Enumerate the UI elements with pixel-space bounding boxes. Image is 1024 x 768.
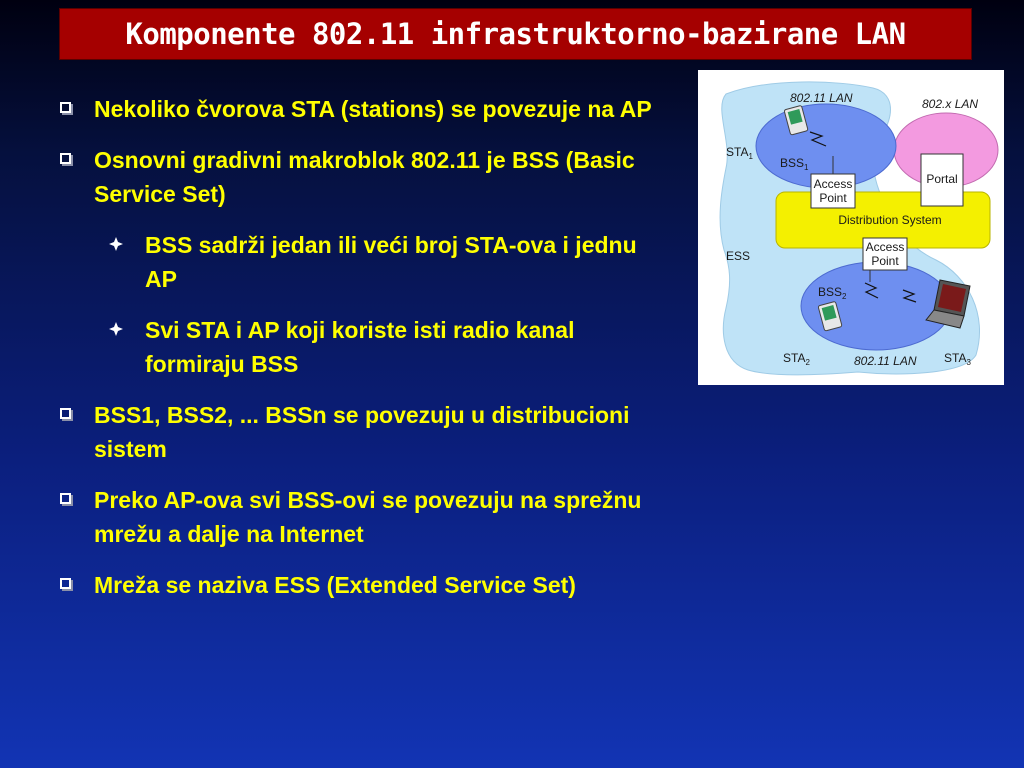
lan-802-11-top-label: 802.11 LAN — [790, 91, 853, 105]
bss2-label: $BSS_2$ — [818, 285, 847, 301]
portal-label: Portal — [926, 172, 958, 186]
bullet-item — [58, 92, 668, 126]
slide-title: Komponente 802.11 infrastruktorno-bazirane LAN — [125, 17, 906, 51]
bullet-item — [58, 568, 668, 602]
sta1-label: $STA_1$ — [726, 145, 753, 161]
ess-label: ESS — [726, 249, 751, 263]
bullet-text: Osnovni gradivni makroblok 802.11 je BSS (Basic Service Set) — [94, 147, 635, 207]
bullet-list — [58, 92, 668, 619]
diamond-bullet-icon — [109, 322, 123, 336]
slide-title-bar — [59, 8, 972, 60]
square-bullet-icon — [60, 578, 71, 589]
bss1-label: $BSS_1$ — [780, 156, 809, 172]
access-point-2-label-line2: Point — [871, 254, 899, 268]
sub-bullet-text: BSS sadrži jedan ili veći broj STA-ova i jednu AP — [145, 232, 637, 292]
sta2-label: $STA_2$ — [783, 351, 810, 367]
bullet-text: Preko AP-ova svi BSS-ovi se povezuju na sprežnu mrežu a dalje na Internet — [94, 487, 642, 547]
access-point-1-label-line1: Access — [813, 177, 853, 191]
ess-architecture-diagram — [698, 70, 1004, 385]
access-point-2-label-line1: Access — [865, 240, 905, 254]
bullet-text: Nekoliko čvorova STA (stations) se povezuje na AP — [94, 96, 652, 122]
bullet-item — [58, 398, 668, 466]
sta3-label: $STA_3$ — [944, 351, 971, 367]
bullet-text: Mreža se naziva ESS (Extended Service Set) — [94, 572, 576, 598]
bullet-item — [58, 483, 668, 551]
square-bullet-icon — [60, 102, 71, 113]
diamond-bullet-icon — [109, 237, 123, 251]
diagram-svg — [698, 70, 1004, 385]
square-bullet-icon — [60, 153, 71, 164]
square-bullet-icon — [60, 493, 71, 504]
access-point-1-label-line2: Point — [819, 191, 847, 205]
sub-bullet-item — [58, 313, 668, 381]
sub-bullet-text: Svi STA i AP koji koriste isti radio kanal formiraju BSS — [145, 317, 575, 377]
square-bullet-icon — [60, 408, 71, 419]
sub-bullet-item — [58, 228, 668, 296]
lan-802x-label: 802.x LAN — [922, 97, 979, 111]
bullet-text: BSS1, BSS2, ... BSSn se povezuju u distribucioni sistem — [94, 402, 630, 462]
distribution-system-label: Distribution System — [838, 213, 942, 227]
lan-802-11-bottom-label: 802.11 LAN — [854, 354, 917, 368]
bullet-item — [58, 143, 668, 211]
